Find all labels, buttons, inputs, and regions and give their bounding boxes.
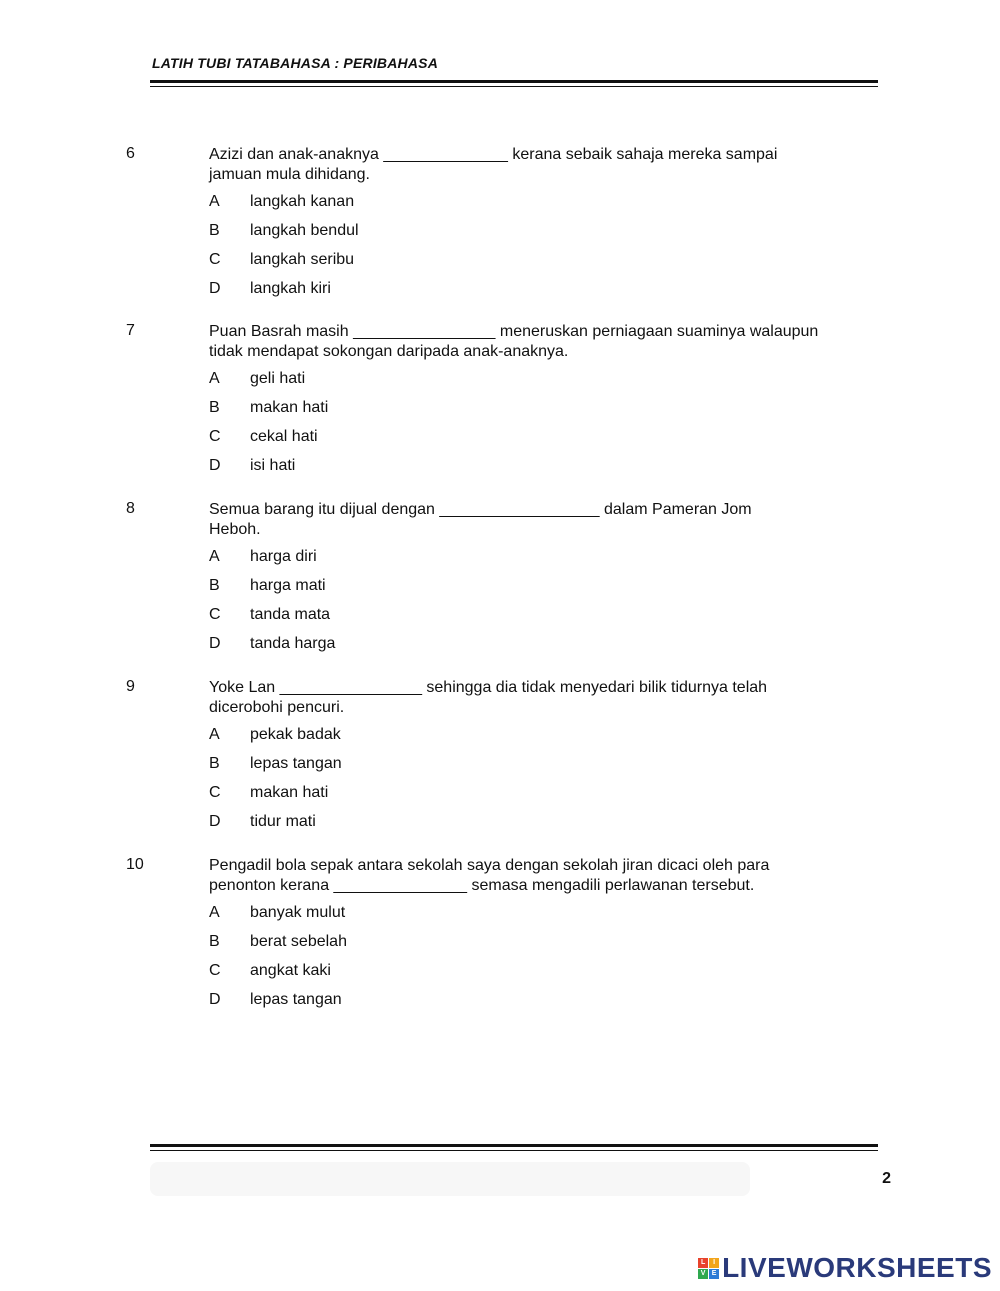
option-letter: D	[209, 813, 221, 830]
option-letter: D	[209, 991, 221, 1008]
header-rule-thick	[150, 80, 878, 83]
question-number: 10	[126, 856, 144, 873]
option-text: langkah kanan	[250, 193, 355, 210]
option-letter: B	[209, 933, 220, 950]
logo-tile-l: L	[698, 1258, 708, 1268]
option-text: banyak mulut	[250, 904, 346, 921]
option-text: langkah kiri	[250, 280, 331, 297]
option-letter: A	[209, 726, 220, 743]
option-text: lepas tangan	[250, 991, 342, 1008]
logo-tile-e: E	[709, 1269, 719, 1279]
option-letter: C	[209, 251, 221, 268]
option-letter: D	[209, 280, 221, 297]
option-text: berat sebelah	[250, 933, 347, 950]
option-letter: A	[209, 548, 220, 565]
option-text: langkah bendul	[250, 222, 359, 239]
question-number: 7	[126, 322, 135, 339]
option-text: geli hati	[250, 370, 306, 387]
liveworksheets-icon	[698, 1258, 719, 1279]
header-rule-thin	[150, 86, 878, 87]
option-text: lepas tangan	[250, 755, 342, 772]
option-letter: D	[209, 457, 221, 474]
question-stem: Semua barang itu dijual dengan __________________ dalam Pameran Jom Heboh.	[209, 501, 752, 538]
question-number: 8	[126, 500, 135, 517]
page-number: 2	[882, 1170, 891, 1187]
option-letter: B	[209, 222, 220, 239]
brand-name: LIVEWORKSHEETS	[722, 1252, 992, 1283]
question-number: 6	[126, 145, 135, 162]
page-header-title: LATIH TUBI TATABAHASA : PERIBAHASA	[152, 55, 439, 71]
footer-rule-thick	[150, 1144, 878, 1147]
option-letter: B	[209, 399, 220, 416]
footer-rule-thin	[150, 1150, 878, 1151]
option-text: harga mati	[250, 577, 326, 594]
option-text: tidur mati	[250, 813, 316, 830]
option-text: tanda harga	[250, 635, 336, 652]
question-number: 9	[126, 678, 135, 695]
option-letter: D	[209, 635, 221, 652]
option-letter: A	[209, 370, 220, 387]
option-text: pekak badak	[250, 726, 341, 743]
question-stem: Pengadil bola sepak antara sekolah saya dengan sekolah jiran dicaci oleh para penonton kerana _______________ semasa mengadili perlawanan tersebut.	[209, 857, 770, 894]
question-stem: Puan Basrah masih ________________ meneruskan perniagaan suaminya walaupun tidak mendapat sokongan daripada anak-anaknya.	[209, 323, 819, 360]
option-letter: C	[209, 428, 221, 445]
option-text: cekal hati	[250, 428, 318, 445]
option-text: makan hati	[250, 399, 329, 416]
option-letter: B	[209, 577, 220, 594]
option-letter: B	[209, 755, 220, 772]
option-letter: A	[209, 193, 220, 210]
option-letter: C	[209, 606, 221, 623]
option-text: isi hati	[250, 457, 296, 474]
footer-watermark	[150, 1162, 750, 1196]
question-stem: Yoke Lan ________________ sehingga dia tidak menyedari bilik tidurnya telah dicerobohi pencuri.	[209, 679, 768, 716]
question-stem: Azizi dan anak-anaknya ______________ kerana sebaik sahaja mereka sampai jamuan mula dihidang.	[209, 146, 778, 183]
option-text: harga diri	[250, 548, 317, 565]
option-letter: A	[209, 904, 220, 921]
logo-tile-i: I	[709, 1258, 719, 1268]
option-letter: C	[209, 784, 221, 801]
option-text: tanda mata	[250, 606, 331, 623]
liveworksheets-logo[interactable]	[698, 1252, 992, 1284]
option-text: makan hati	[250, 784, 329, 801]
logo-tile-v: V	[698, 1269, 708, 1279]
option-text: langkah seribu	[250, 251, 355, 268]
option-letter: C	[209, 962, 221, 979]
option-text: angkat kaki	[250, 962, 331, 979]
